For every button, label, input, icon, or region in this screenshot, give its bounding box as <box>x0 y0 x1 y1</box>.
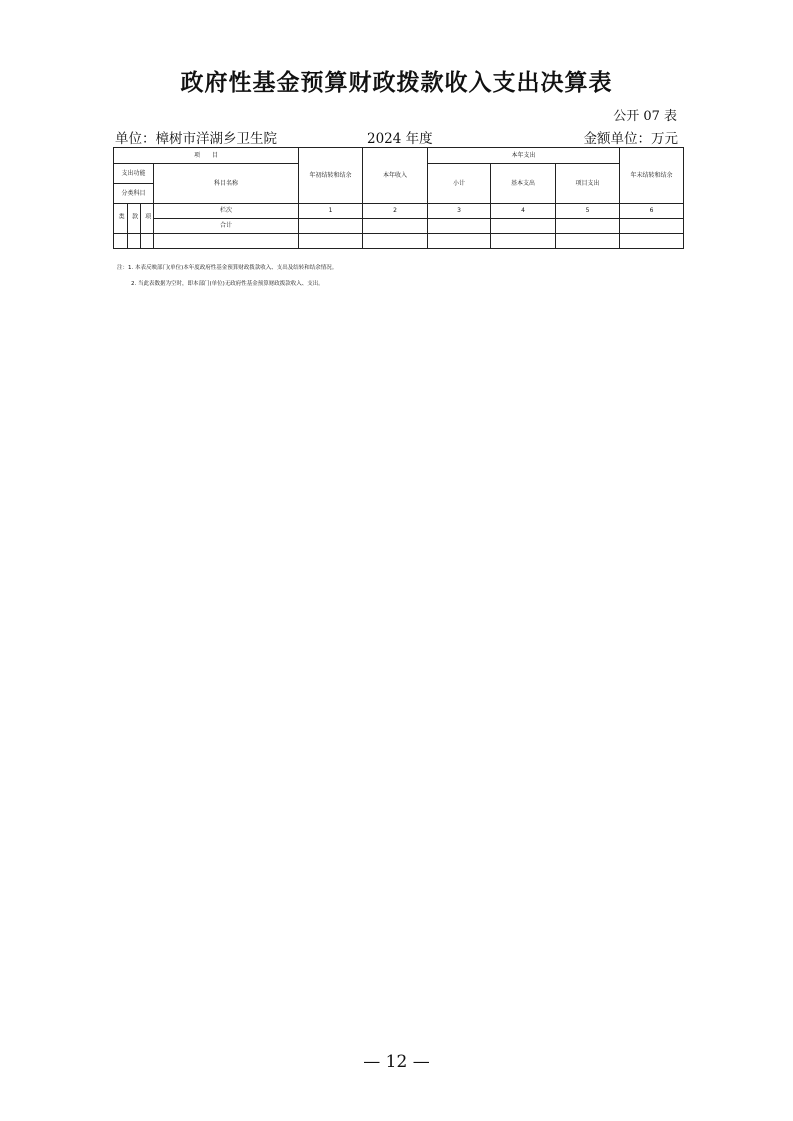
column-index-label: 栏次 <box>154 204 299 219</box>
header-section <box>128 204 141 234</box>
total-label: 合计 <box>154 219 299 234</box>
column-number-6: 6 <box>620 204 684 219</box>
table-cell <box>620 234 684 249</box>
table-cell <box>114 234 128 249</box>
report-year: 2024 年度 <box>367 131 433 147</box>
total-cell <box>299 219 363 234</box>
column-number-2: 2 <box>363 204 428 219</box>
column-number-4: 4 <box>491 204 556 219</box>
header-cat <box>114 204 128 234</box>
header-basic-expenditure: 基本支出 <box>491 164 556 204</box>
table-row <box>114 234 684 249</box>
note-line-1: 注：1. 本表反映部门(单位)本年度政府性基金预算财政拨款收入、支出及结转和结余情况。 <box>117 265 338 271</box>
table-cell <box>363 234 428 249</box>
total-cell <box>620 219 684 234</box>
page-title: 政府性基金预算财政拨款收入支出决算表 <box>180 70 613 96</box>
total-cell <box>491 219 556 234</box>
note-line-2: 2. 当此表数据为空时，即本部门(单位)无政府性基金预算财政拨款收入、支出。 <box>131 281 324 287</box>
form-code: 公开 07 表 <box>613 109 677 124</box>
total-cell <box>363 219 428 234</box>
column-number-1: 1 <box>299 204 363 219</box>
header-subtotal: 小计 <box>428 164 491 204</box>
header-project-expenditure: 项目支出 <box>556 164 620 204</box>
report-meta-row <box>115 127 678 145</box>
column-number-5: 5 <box>556 204 620 219</box>
column-number-3: 3 <box>428 204 491 219</box>
header-func-class <box>114 164 154 184</box>
table-cell <box>556 234 620 249</box>
table-cell <box>299 234 363 249</box>
total-row <box>114 219 684 234</box>
total-cell <box>428 219 491 234</box>
total-cell <box>556 219 620 234</box>
header-row-1 <box>114 148 684 164</box>
table-cell <box>141 234 154 249</box>
header-cat-label: 类 <box>117 213 125 222</box>
table-cell <box>428 234 491 249</box>
header-item <box>141 204 154 234</box>
header-project: 项 目 <box>114 148 299 164</box>
column-index-row <box>114 204 684 219</box>
table-cell <box>154 234 299 249</box>
header-func-class-line1: 支出功能 <box>121 169 146 177</box>
header-opening-balance: 年初结转和结余 <box>299 148 363 204</box>
header-current-expenditure: 本年支出 <box>428 148 620 164</box>
table-cell <box>128 234 141 249</box>
header-func-class-2: 分类科目 <box>114 184 154 204</box>
table-cell <box>491 234 556 249</box>
header-subject-name: 科目名称 <box>154 164 299 204</box>
header-closing-balance: 年末结转和结余 <box>620 148 684 204</box>
header-item-label: 项 <box>143 213 151 222</box>
page-number: — 12 — <box>363 1052 430 1072</box>
header-current-income: 本年收入 <box>363 148 428 204</box>
reporting-unit: 单位：樟树市洋湖乡卫生院 <box>115 131 277 147</box>
budget-table <box>113 147 684 249</box>
header-section-label: 款 <box>130 213 138 222</box>
amount-unit: 金额单位：万元 <box>583 131 678 147</box>
